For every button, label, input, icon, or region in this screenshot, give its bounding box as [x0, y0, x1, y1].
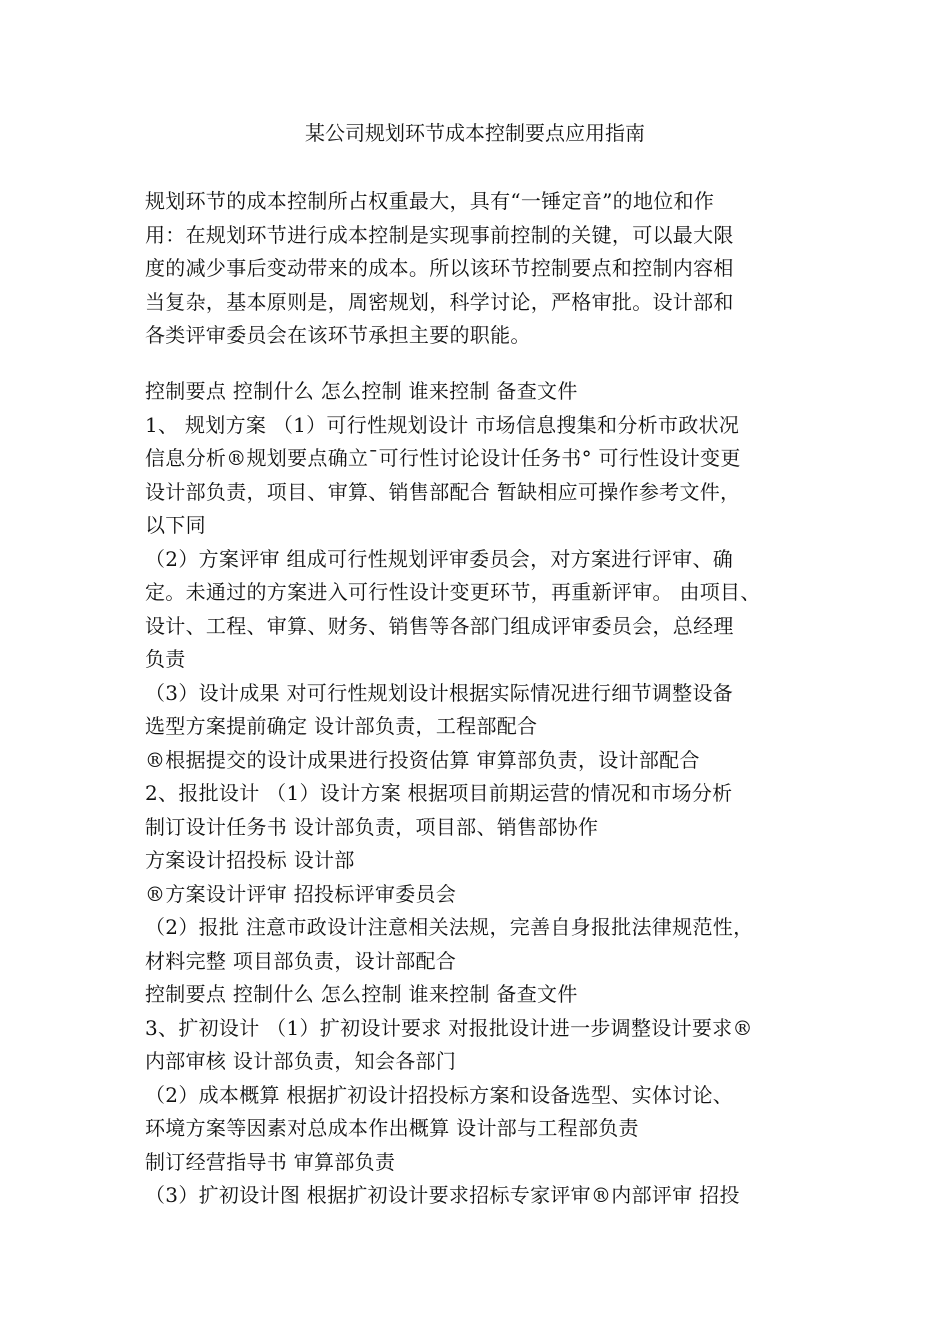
text-line: 内部审核 设计部负责，知会各部门	[145, 1049, 457, 1073]
body-text	[145, 375, 835, 1213]
text-line: 以下同	[145, 513, 206, 537]
table-header-line: 控制要点 控制什么 怎么控制 谁来控制 备查文件	[145, 982, 578, 1006]
text-line: 方案设计招投标 设计部	[145, 848, 355, 872]
text-line: 设计、工程、审算、财务、销售等各部门组成评审委员会，总经理	[145, 613, 734, 638]
text-line: 度的减少事后变动带来的成本。所以该环节控制要点和控制内容相	[145, 256, 734, 280]
text-line: ®方案设计评审 招投标评审委员会	[145, 881, 457, 906]
text-line: 1、 规划方案 （1）可行性规划设计 市场信息搜集和分析市政状况	[145, 412, 740, 437]
text-line: 设计部负责，项目、审算、销售部配合 暂缺相应可操作参考文件，	[145, 479, 741, 504]
text-line: 各类评审委员会在该环节承担主要的职能。	[145, 323, 531, 347]
text-line: 选型方案提前确定 设计部负责，工程部配合	[145, 714, 538, 738]
text-line: 环境方案等因素对总成本作出概算 设计部与工程部负责	[145, 1116, 639, 1140]
text-line: 规划环节的成本控制所占权重最大，具有“一锤定音”的地位和作	[145, 189, 715, 213]
text-line: 定。未通过的方案进入可行性设计变更环节，再重新评审。 由项目、	[145, 580, 761, 604]
text-line: （2）成本概算 根据扩初设计招投标方案和设备选型、实体讨论、	[145, 1082, 734, 1107]
text-line: 2、报批设计 （1）设计方案 根据项目前期运营的情况和市场分析	[145, 781, 733, 805]
text-line: 3、扩初设计 （1）扩初设计要求 对报批设计进一步调整设计要求®	[145, 1015, 753, 1040]
text-line: 当复杂，基本原则是，周密规划，科学讨论，严格审批。设计部和	[145, 289, 734, 314]
text-line: 负责	[145, 647, 186, 671]
text-line: （3）设计成果 对可行性规划设计根据实际情况进行细节调整设备	[145, 680, 734, 705]
text-line: 用：在规划环节进行成本控制是实现事前控制的关键，可以最大限	[145, 222, 734, 247]
text-line: 信息分析®规划要点确立¯可行性讨论设计任务书° 可行性设计变更	[145, 446, 741, 470]
text-line: 制订设计任务书 设计部负责，项目部、销售部协作	[145, 814, 599, 839]
text-line: （3）扩初设计图 根据扩初设计要求招标专家评审®内部评审 招投	[145, 1183, 740, 1207]
text-line: （2）报批 注意市政设计注意相关法规，完善自身报批法律规范性，	[145, 915, 754, 939]
table-header-line: 控制要点 控制什么 怎么控制 谁来控制 备查文件	[145, 379, 578, 403]
text-line: ®根据提交的设计成果进行投资估算 审算部负责，设计部配合	[145, 747, 700, 772]
text-line: （2）方案评审 组成可行性规划评审委员会，对方案进行评审、确	[145, 546, 734, 571]
document-title: 某公司规划环节成本控制要点应用指南	[305, 121, 645, 145]
text-line: 制订经营指导书 审算部负责	[145, 1149, 396, 1174]
text-line: 材料完整 项目部负责，设计部配合	[145, 948, 457, 973]
intro-paragraph	[145, 185, 835, 353]
